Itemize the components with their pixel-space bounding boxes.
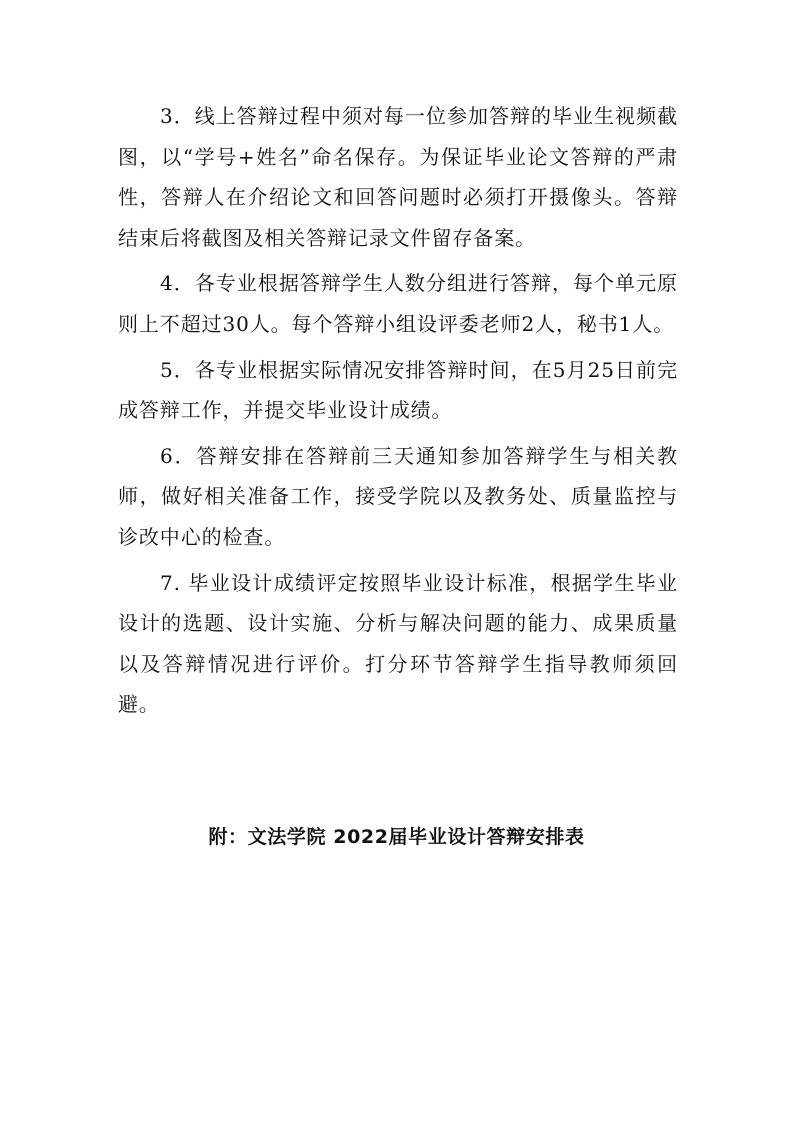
- paragraph-item-3: 3．线上答辩过程中须对每一位参加答辩的毕业生视频截图，以“学号+姓名”命名保存。为保证毕业论文答辩的严肃性，答辩人在介绍论文和回答问题时必须打开摄像头。答辩结束后将截图及相关答辩记录文件留存备案。: [118, 104, 678, 250]
- paragraph-item-4: 4．各专业根据答辩学生人数分组进行答辩，每个单元原则上不超过30人。每个答辩小组设评委老师2人，秘书1人。: [118, 271, 678, 336]
- paragraph-item-7: 7. 毕业设计成绩评定按照毕业设计标准，根据学生毕业设计的选题、设计实施、分析与解决问题的能力、成果质量以及答辩情况进行评价。打分环节答辩学生指导教师须回避。: [118, 570, 678, 717]
- appendix-title: 附：文法学院 2022届毕业设计答辩安排表: [208, 826, 585, 848]
- paragraph-item-6: 6．答辩安排在答辩前三天通知参加答辩学生与相关教师，做好相关准备工作，接受学院以及教务处、质量监控与诊改中心的检查。: [118, 443, 678, 549]
- paragraph-item-5: 5．各专业根据实际情况安排答辩时间，在5月25日前完成答辩工作，并提交毕业设计成绩。: [118, 357, 678, 423]
- document-body: [118, 96, 678, 730]
